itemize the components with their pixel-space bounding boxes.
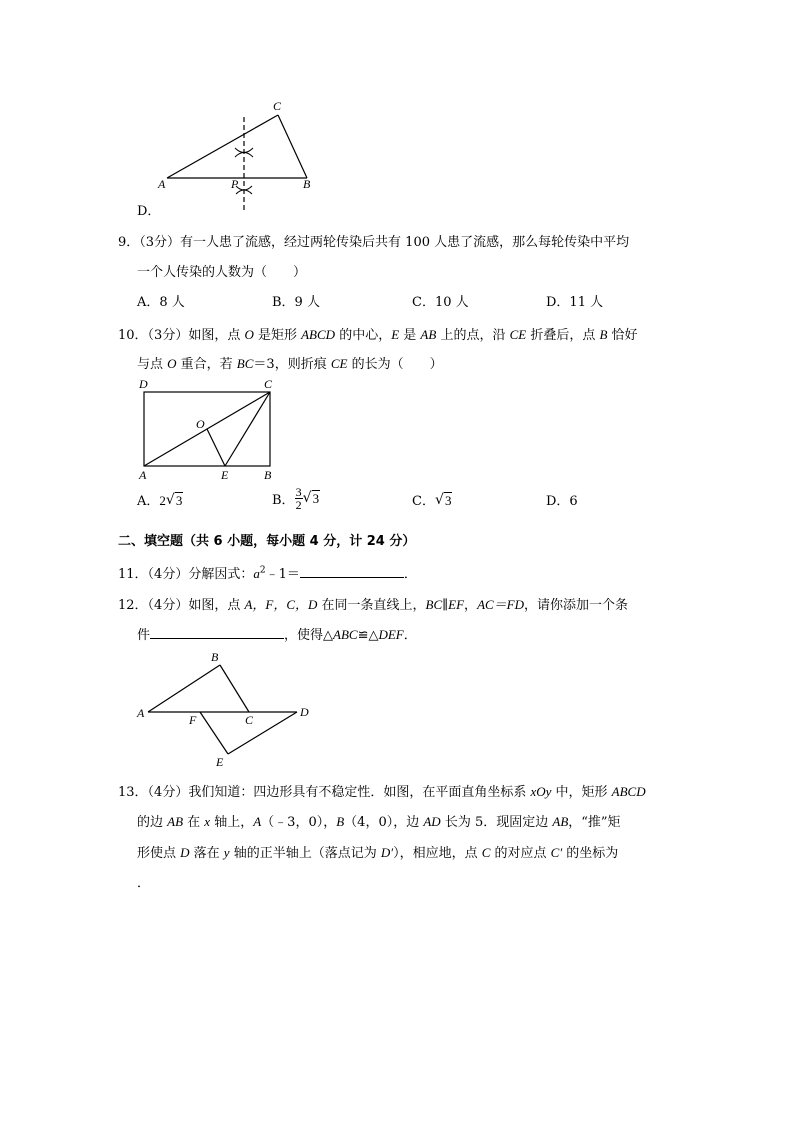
q13-line3: 形使点 D 落在 y 轴的正半轴上（落点记为 D′），相应地，点 C 的对应点 C′ 的坐标为 <box>137 845 619 861</box>
q9-option-b[interactable]: B．9 人 <box>272 295 320 310</box>
section-2-title: 二、填空题（共 6 小题，每小题 4 分，计 24 分） <box>118 534 416 549</box>
point-d-label: D <box>139 377 148 391</box>
q13-line2: 的边 AB 在 x 轴上，A（﹣3，0），B（4，0），边 AD 长为 5．现固定边 AB，“推”矩 <box>137 814 621 830</box>
q10-line1: 10．（3分）如图，点 O 是矩形 ABCD 的中心，E 是 AB 上的点，沿 CE 折叠后，点 B 恰好 <box>118 327 638 343</box>
point-f-label: F <box>189 713 197 727</box>
point-e-label: E <box>216 755 224 769</box>
point-c-label: C <box>264 377 273 391</box>
point-o-label: O <box>196 417 205 431</box>
figure-q10-rectangle <box>130 372 290 487</box>
q9-option-c[interactable]: C．10 人 <box>412 295 469 310</box>
q10-line2: 与点 O 重合，若 BC＝3，则折痕 CE 的长为（ ） <box>137 356 443 372</box>
q12-line2: 件 ，使得△ABC≌△DEF． <box>137 624 417 643</box>
point-b-label: B <box>303 177 311 191</box>
q10-option-c[interactable]: C． √ 3 <box>412 492 452 509</box>
q10-option-b[interactable]: B． $\frac{3}{2}$ √ 3 <box>272 485 320 512</box>
q9-line1: 9．（3分）有一人患了流感，经过两轮传染后共有 100 人患了流感，那么每轮传染中平均 <box>118 235 630 250</box>
point-a-label: A <box>137 706 145 720</box>
q11-answer-blank[interactable] <box>300 563 404 578</box>
point-c-label: C <box>273 99 282 113</box>
q11-line: 11．（4分）分解因式：$a^2﹣1=$ ． <box>118 563 417 582</box>
q9-option-a[interactable]: A．8 人 <box>137 295 185 310</box>
point-e-label: E <box>221 468 229 482</box>
point-c-label: C <box>245 713 254 727</box>
q9-option-d[interactable]: D．11 人 <box>546 295 604 310</box>
point-a-label: A <box>139 468 147 482</box>
q13-line4: ． <box>137 876 151 891</box>
point-d-label: D <box>300 705 309 719</box>
point-a-label: A <box>158 177 166 191</box>
figure-option-d <box>155 95 330 215</box>
option-d-label: D． <box>137 204 161 219</box>
figure-q12-triangles <box>132 648 322 770</box>
q10-option-d[interactable]: D．6 <box>546 494 578 509</box>
q9-line2: 一个人传染的人数为（ ） <box>137 265 307 280</box>
point-p-label: P <box>231 177 239 191</box>
q12-answer-blank[interactable] <box>150 624 284 639</box>
q12-line1: 12．（4分）如图，点 A，F，C，D 在同一条直线上，BC∥EF，AC＝FD，请你添加一个条 <box>118 597 629 613</box>
q13-line1: 13．（4分）我们知道：四边形具有不稳定性．如图，在平面直角坐标系 xOy 中，矩形 ABCD <box>118 784 646 800</box>
point-b-label: B <box>264 468 272 482</box>
point-b-label: B <box>211 650 219 664</box>
q10-option-a[interactable]: A．2 √ 3 <box>137 492 183 509</box>
